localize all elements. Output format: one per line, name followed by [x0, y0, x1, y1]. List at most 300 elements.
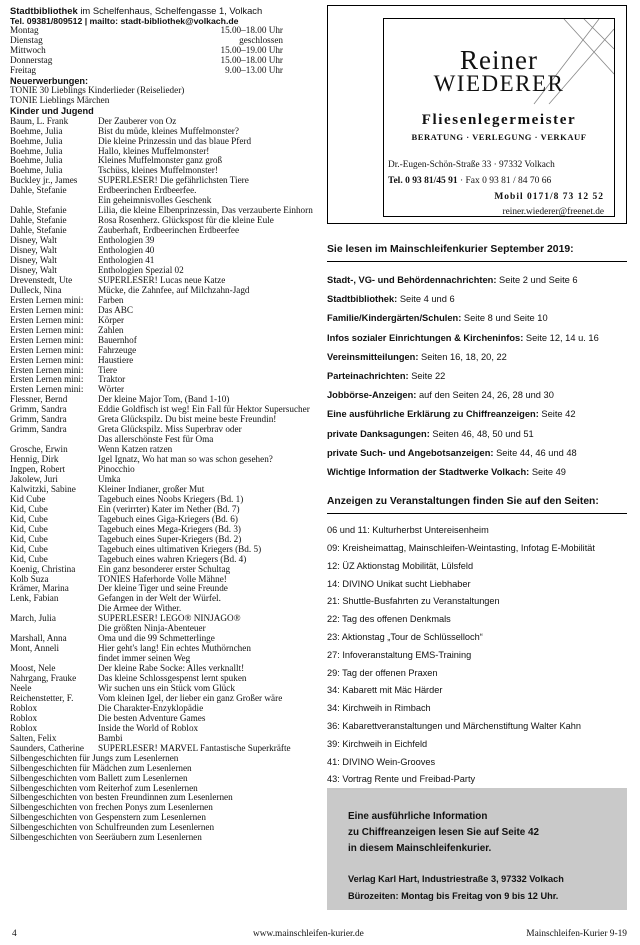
book-author: Ersten Lernen mini: — [10, 305, 84, 315]
book-author — [10, 435, 98, 445]
ad-services: BERATUNG · VERLEGUNG · VERKAUF — [411, 132, 587, 142]
contents-list — [327, 271, 627, 482]
event-row: 34: Kirchweih in Rimbach — [327, 703, 431, 714]
book-line: Silbengeschichten für Jungs zum Lesenlernen — [10, 752, 179, 763]
book-line: Silbengeschichten für Mädchen zum Lesenlernen — [10, 762, 192, 773]
contents-pages: Seiten 16, 18, 20, 22 — [418, 351, 507, 362]
book-row — [10, 385, 315, 395]
book-title: Ein (verirrter) Kater im Nether (Bd. 7) — [98, 504, 240, 514]
book-author: Kid, Cube — [10, 504, 48, 514]
book-title: Tagebuch eines Giga-Kriegers (Bd. 6) — [98, 514, 238, 524]
book-title: Tschüss, kleines Muffelmonster! — [98, 166, 218, 176]
hours-time: 15.00–19.00 Uhr — [220, 44, 283, 55]
book-row — [10, 525, 315, 535]
book-title: Traktor — [98, 375, 126, 385]
book-row — [10, 306, 315, 316]
book-title: Das ABC — [98, 305, 133, 315]
contents-label: Stadt-, VG- und Behördennachrichten: — [327, 275, 497, 285]
book-author: Boehme, Julia — [10, 136, 63, 146]
book-row — [10, 276, 315, 286]
book-line: Silbengeschichten von Gespenstern zum Lesenlernen — [10, 812, 206, 823]
hours-day: Montag — [10, 25, 39, 35]
book-author: Saunders, Catherine — [10, 743, 84, 753]
book-title: Umka — [98, 474, 121, 484]
event-row: 41: DIVINO Wein-Grooves — [327, 756, 436, 767]
book-row — [10, 704, 315, 714]
book-row — [10, 435, 315, 445]
book-author: Disney, Walt — [10, 246, 57, 256]
book-author: Boehme, Julia — [10, 126, 63, 136]
contents-heading: Sie lesen im Mainschleifenkurier September 2019: — [327, 244, 627, 262]
book-row — [10, 594, 315, 604]
ad-profession: Fliesenlegermeister — [421, 112, 577, 128]
book-row — [10, 584, 315, 594]
book-author: Ersten Lernen mini: — [10, 385, 84, 395]
book-title: Der kleine Major Tom, (Band 1-10) — [98, 395, 230, 405]
event-row: 06 und 11: Kulturherbst Untereisenheim — [327, 525, 489, 536]
event-row: 27: Infoveranstaltung EMS-Training — [327, 649, 472, 660]
library-contact[interactable]: Tel. 09381/809512 | mailto: stadt-bibliothek@volkach.de — [10, 16, 239, 26]
book-title: Bist du müde, kleines Muffelmonster? — [98, 126, 239, 136]
book-author: Kalwitzki, Sabine — [10, 484, 76, 494]
book-row — [10, 166, 315, 176]
events-list — [327, 522, 627, 807]
book-title: Pinocchio — [98, 465, 135, 475]
hours-day: Dienstag — [10, 34, 43, 45]
hours-row — [10, 66, 283, 76]
book-row — [10, 366, 315, 376]
book-author: Ersten Lernen mini: — [10, 315, 84, 325]
book-row — [10, 346, 315, 356]
book-row — [10, 634, 315, 644]
book-row — [10, 624, 315, 634]
book-author: Nahrgang, Frauke — [10, 674, 77, 684]
book-author: Ersten Lernen mini: — [10, 355, 84, 365]
contents-row — [327, 348, 627, 367]
event-row: 43: Vortrag Rente und Freibad-Party — [327, 774, 476, 785]
book-row — [10, 445, 315, 455]
book-row — [10, 495, 315, 505]
contents-label: Jobbörse-Anzeigen: — [327, 390, 417, 401]
book-title: Erdbeerinchen Erdbeerfee. — [98, 186, 197, 196]
book-title: Die größten Ninja-Abenteuer — [98, 624, 206, 634]
library-address: im Schelfenhaus, Schelfengasse 1, Volkach — [80, 5, 263, 16]
book-author: Boehme, Julia — [10, 146, 63, 156]
book-title: Ein geheimnisvolles Geschenk — [98, 196, 212, 206]
book-author: Baum, L. Frank — [10, 116, 69, 126]
book-title: Igel Ignatz, Wo hat man so was schon gesehen? — [98, 455, 273, 465]
book-title: Zauberhaft, Erdbeerinchen Erdbeerfee — [98, 226, 240, 236]
ad-fax: · Fax 0 93 81 / 84 70 66 — [459, 176, 552, 186]
book-title: findet immer seinen Weg — [98, 654, 191, 664]
book-author: Disney, Walt — [10, 265, 57, 275]
book-row — [10, 206, 315, 216]
book-row — [10, 156, 315, 166]
book-title: Ein ganz besonderer erster Schultag — [98, 564, 231, 574]
contents-label: Familie/Kindergärten/Schulen: — [327, 313, 462, 324]
book-row — [10, 216, 315, 226]
book-title: SUPERLESER! LEGO® NINJAGO® — [98, 614, 241, 624]
book-title: Körper — [98, 315, 125, 325]
publisher-line: Verlag Karl Hart, Industriestraße 3, 97332 Volkach — [348, 874, 564, 884]
book-author — [10, 624, 98, 634]
book-title: Die besten Adventure Games — [98, 713, 206, 723]
book-row — [10, 336, 315, 346]
hours-time: 9.00–13.00 Uhr — [225, 64, 283, 75]
book-row — [10, 326, 315, 336]
book-author: Disney, Walt — [10, 236, 57, 246]
contents-row — [327, 463, 627, 482]
book-title: Haustiere — [98, 355, 134, 365]
contents-label: private Such- und Angebotsanzeigen: — [327, 447, 494, 458]
book-author — [10, 196, 98, 206]
book-author: Dahle, Stefanie — [10, 216, 67, 226]
book-title: Der Zauberer von Oz — [98, 116, 177, 126]
ad-phone — [388, 176, 551, 186]
library-header — [10, 5, 315, 16]
hours-day: Mittwoch — [10, 44, 46, 55]
book-author: Kid, Cube — [10, 554, 48, 564]
book-author: Kolb Suza — [10, 574, 49, 584]
contents-label: Infos sozialer Einrichtungen & Kircheninfos: — [327, 332, 524, 343]
new-item: TONIE Lieblings Märchen — [10, 95, 110, 106]
book-line: Silbengeschichten vom Ballett zum Lesenlernen — [10, 772, 188, 783]
book-author: Disney, Walt — [10, 256, 57, 266]
contents-row — [327, 367, 627, 386]
library-column — [10, 5, 315, 843]
book-author: Dahle, Stefanie — [10, 226, 67, 236]
book-row — [10, 226, 315, 236]
book-line: Silbengeschichten von Seeräubern zum Lesenlernen — [10, 832, 202, 843]
book-title: Das allerschönste Fest für Oma — [98, 435, 214, 445]
book-title: Bambi — [98, 733, 123, 743]
book-row — [10, 127, 315, 137]
event-row: 39: Kirchweih in Eichfeld — [327, 738, 428, 749]
book-author: Grimm, Sandra — [10, 405, 67, 415]
book-author: Grosche, Erwin — [10, 445, 68, 455]
book-row — [10, 296, 315, 306]
book-title: Tiere — [98, 365, 118, 375]
book-title: Die Charakter-Enzyklopädie — [98, 703, 204, 713]
contents-pages: Seite 22 — [408, 371, 446, 382]
book-row — [10, 186, 315, 196]
book-line: Silbengeschichten von Schulfreunden zum Lesenlernen — [10, 822, 215, 833]
book-author: Drevenstedt, Ute — [10, 275, 73, 285]
contents-pages: Seite 8 und Seite 10 — [461, 313, 548, 324]
event-row: 29: Tag der offenen Praxen — [327, 667, 438, 678]
kids-heading: Kinder und Jugend — [10, 106, 94, 117]
book-row — [10, 415, 315, 425]
library-name: Stadtbibliothek — [10, 5, 78, 16]
book-title: SUPERLESER! Die gefährlichsten Tiere — [98, 176, 249, 186]
contents-row — [327, 290, 627, 309]
book-row — [10, 375, 315, 385]
book-author: Moost, Nele — [10, 664, 56, 674]
book-author: Lenk, Fabian — [10, 594, 59, 604]
contents-row — [327, 329, 627, 348]
book-title: Tagebuch eines wahren Kriegers (Bd. 4) — [98, 554, 247, 564]
book-author: Krämer, Marina — [10, 584, 69, 594]
book-row — [10, 535, 315, 545]
ad-email[interactable]: reiner.wiederer@freenet.de — [502, 207, 604, 217]
office-hours-line: Bürozeiten: Montag bis Freitag von 9 bis 12 Uhr. — [348, 891, 559, 901]
book-author: Ingpen, Robert — [10, 465, 66, 475]
book-row — [10, 236, 315, 246]
book-author: Flessner, Bernd — [10, 395, 68, 405]
book-author: Kid Cube — [10, 494, 46, 504]
contents-pages: Seite 44, 46 und 48 — [493, 447, 577, 458]
book-row — [10, 714, 315, 724]
book-row — [10, 316, 315, 326]
book-title: Vom kleinen Igel, der lieber ein ganz Großer wäre — [98, 693, 283, 703]
book-author: Koenig, Christina — [10, 564, 76, 574]
event-row: 09: Kreisheimattag, Mainschleifen-Weintasting, Infotag E-Mobilität — [327, 543, 595, 554]
contents-pages: Seite 42 — [538, 409, 576, 420]
hours-time: 15.00–18.00 Uhr — [220, 25, 283, 35]
contents-label: Wichtige Information der Stadtwerke Volkach: — [327, 467, 530, 478]
book-author — [10, 604, 98, 614]
notice-text — [348, 809, 539, 857]
book-author: Roblox — [10, 713, 38, 723]
book-title: Enthologien 41 — [98, 256, 155, 266]
book-row — [10, 604, 315, 614]
book-author: Boehme, Julia — [10, 156, 63, 166]
book-title: Enthologien Spezial 02 — [98, 265, 184, 275]
book-author: Grimm, Sandra — [10, 425, 67, 435]
book-author: Reichenstetter, F. — [10, 693, 74, 703]
book-row — [10, 465, 315, 475]
book-row — [10, 674, 315, 684]
book-row — [10, 644, 315, 654]
book-title: Eddie Goldfisch ist weg! Ein Fall für Hektor Supersucher — [98, 405, 310, 415]
book-row — [10, 505, 315, 515]
ad-tel-label: Tel. — [388, 176, 403, 186]
book-title: Kleiner Indianer, großer Mut — [98, 484, 205, 494]
book-author: Ersten Lernen mini: — [10, 295, 84, 305]
new-items-list — [10, 86, 315, 106]
book-author: Mont, Anneli — [10, 644, 60, 654]
book-row — [10, 475, 315, 485]
contents-label: Vereinsmitteilungen: — [327, 351, 419, 362]
book-title: Das kleine Schlossgespenst lernt spuken — [98, 674, 247, 684]
book-row — [10, 425, 315, 435]
contents-label: private Danksagungen: — [327, 428, 430, 439]
contents-row — [327, 425, 627, 444]
book-row — [10, 694, 315, 704]
book-author: Ersten Lernen mini: — [10, 325, 84, 335]
event-row: 21: Shuttle-Busfahrten zu Veranstaltungen — [327, 596, 500, 607]
opening-hours — [10, 26, 315, 76]
book-row — [10, 196, 315, 206]
event-row: 14: DIVINO Unikat sucht Liebhaber — [327, 578, 471, 589]
book-title: Hallo, kleines Muffelmonster! — [98, 146, 210, 156]
book-row — [10, 565, 315, 575]
book-title: Mücke, die Zahnfee, auf Milchzahn-Jagd — [98, 285, 250, 295]
book-title: Wenn Katzen ratzen — [98, 445, 173, 455]
book-author: Ersten Lernen mini: — [10, 335, 84, 345]
footer-issue: Mainschleifen-Kurier 9-19 — [526, 929, 627, 939]
book-title: Die Armee der Wither. — [98, 604, 182, 614]
contents-pages: Seiten 46, 48, 50 und 51 — [429, 428, 534, 439]
page-number: 4 — [12, 929, 17, 939]
book-title: Enthologien 39 — [98, 236, 155, 246]
book-row — [10, 266, 315, 276]
hours-day: Donnerstag — [10, 54, 53, 65]
book-row — [10, 147, 315, 157]
book-title: Inside the World of Roblox — [98, 723, 199, 733]
book-title: Zahlen — [98, 325, 124, 335]
book-line: Silbengeschichten vom Reiterhof zum Lesenlernen — [10, 782, 198, 793]
book-row — [10, 654, 315, 664]
contents-pages: Seite 4 und 6 — [397, 294, 455, 305]
book-title: Gefangen in der Welt der Würfel. — [98, 594, 221, 604]
book-author: Kid, Cube — [10, 514, 48, 524]
book-title: Greta Glückspilz. Du bist meine beste Freundin! — [98, 415, 277, 425]
book-title: Wir suchen uns ein Stück vom Glück — [98, 684, 235, 693]
hours-day: Freitag — [10, 64, 37, 75]
book-row — [10, 664, 315, 674]
book-title: Tagebuch eines Noobs Kriegers (Bd. 1) — [98, 494, 244, 504]
book-author: Boehme, Julia — [10, 166, 63, 176]
book-author: Kid, Cube — [10, 544, 48, 554]
book-author — [10, 654, 98, 664]
contents-row — [327, 405, 627, 424]
notice-line: zu Chiffreanzeigen lesen Sie auf Seite 42 — [348, 827, 539, 838]
contents-pages: Seite 49 — [529, 467, 566, 478]
advertisement-card — [383, 18, 615, 217]
book-title: Der kleine Tiger und seine Freunde — [98, 584, 228, 594]
hours-time: geschlossen — [239, 34, 283, 45]
contents-row — [327, 309, 627, 328]
book-row — [10, 286, 315, 296]
event-row: 12: ÜZ Aktionstag Mobilität, Lülsfeld — [327, 560, 474, 571]
contents-row — [327, 386, 627, 405]
book-line: Silbengeschichten von frechen Ponys zum Lesenlernen — [10, 802, 213, 813]
contents-label: Eine ausführliche Erklärung zu Chiffreanzeigen: — [327, 409, 539, 420]
new-acquisitions-heading: Neuerwerbungen: — [10, 75, 89, 86]
ad-mobile: Mobil 0171/8 73 12 52 — [494, 192, 604, 202]
book-author: Ersten Lernen mini: — [10, 365, 84, 375]
book-author: Marshall, Anna — [10, 634, 67, 644]
contents-row — [327, 444, 627, 463]
book-title: SUPERLESER! Lucas neue Katze — [98, 275, 226, 285]
book-author: Neele — [10, 684, 32, 693]
book-author: Roblox — [10, 703, 38, 713]
contents-row — [327, 271, 627, 290]
book-row — [10, 734, 315, 744]
book-row — [10, 137, 315, 147]
book-title: Greta Glückspilz. Miss Superbrav oder — [98, 425, 242, 435]
book-row — [10, 405, 315, 415]
hours-time: 15.00–18.00 Uhr — [220, 54, 283, 65]
book-title: Farben — [98, 295, 124, 305]
ad-first-name: Reiner — [460, 45, 538, 75]
event-row: 22: Tag des offenen Denkmals — [327, 614, 451, 625]
book-author: Dahle, Stefanie — [10, 186, 67, 196]
book-title: Rosa Rosenherz. Glückspost für die kleine Eule — [98, 216, 274, 226]
book-row — [10, 246, 315, 256]
contents-pages: Seite 12, 14 u. 16 — [523, 332, 599, 343]
book-row — [10, 684, 315, 694]
book-author: Dulleck, Nina — [10, 285, 62, 295]
ad-last-name: WIEDERER — [433, 71, 565, 96]
book-author: Grimm, Sandra — [10, 415, 67, 425]
book-author: Jakolew, Juri — [10, 474, 58, 484]
contents-pages: auf den Seiten 24, 26, 28 und 30 — [416, 390, 554, 401]
book-title: SUPERLESER! MARVEL Fantastische Superkräfte — [98, 743, 291, 753]
book-row — [10, 455, 315, 465]
book-row — [10, 395, 315, 405]
extra-book-list — [10, 754, 315, 844]
book-title: Kleines Muffelmonster ganz groß — [98, 156, 223, 166]
book-title: Tagebuch eines Mega-Kriegers (Bd. 3) — [98, 524, 241, 534]
book-title: Oma und die 99 Schmetterlinge — [98, 634, 215, 644]
book-row — [10, 485, 315, 495]
book-row — [10, 356, 315, 366]
event-row: 36: Kabarettveranstaltungen und Märchenstiftung Walter Kahn — [327, 721, 582, 731]
book-title: Wörter — [98, 385, 125, 395]
book-line: Silbengeschichten von besten Freundinnen zum Lesenlernen — [10, 792, 233, 803]
book-list — [10, 117, 315, 754]
ad-address: Dr.-Eugen-Schön-Straße 33 · 97332 Volkach — [388, 160, 555, 170]
book-title: Bauernhof — [98, 335, 137, 345]
book-row — [10, 176, 315, 186]
book-row — [10, 256, 315, 266]
book-author: Kid, Cube — [10, 534, 48, 544]
book-title: Der kleine Rabe Socke: Alles verknallt! — [98, 664, 245, 674]
book-row — [10, 117, 315, 127]
advertisement-box — [327, 5, 627, 224]
book-author: Roblox — [10, 723, 38, 733]
book-title: Fahrzeuge — [98, 345, 137, 355]
book-author: Kid, Cube — [10, 524, 48, 534]
book-title: Tagebuch eines Super-Kriegers (Bd. 2) — [98, 534, 242, 544]
contents-label: Parteinachrichten: — [327, 371, 409, 382]
book-author: Hennig, Dirk — [10, 455, 59, 465]
book-author: Ersten Lernen mini: — [10, 345, 84, 355]
event-row: 34: Kabarett mit Mäc Härder — [327, 685, 443, 696]
book-row — [10, 724, 315, 734]
events-heading: Anzeigen zu Veranstaltungen finden Sie auf den Seiten: — [327, 496, 627, 514]
book-author: Buckley jr., James — [10, 176, 78, 186]
book-row — [10, 575, 315, 585]
new-item: TONIE 30 Lieblings Kinderlieder (Reiselieder) — [10, 85, 185, 96]
contents-label: Stadtbibliothek: — [327, 294, 398, 305]
ad-tel-number: 0 93 81/45 91 — [405, 176, 458, 186]
event-row: 23: Aktionstag „Tour de Schlüsselloch“ — [327, 632, 483, 643]
book-title: TONIES Haferhorde Volle Mähne! — [98, 574, 227, 584]
book-row — [10, 545, 315, 555]
contents-column — [327, 244, 627, 807]
book-author: Dahle, Stefanie — [10, 206, 67, 216]
book-author: Ersten Lernen mini: — [10, 375, 84, 385]
contents-pages: Seite 2 und Seite 6 — [496, 275, 578, 285]
book-row — [10, 555, 315, 565]
book-author: Salten, Felix — [10, 733, 57, 743]
book-title: Hier geht's lang! Ein echtes Muthörnchen — [98, 644, 251, 654]
book-title: Enthologien 40 — [98, 246, 155, 256]
book-title: Lilia, die kleine Elbenprinzessin, Das verzauberte Einhorn — [98, 206, 313, 216]
book-row — [10, 614, 315, 624]
book-title: Tagebuch eines ultimativen Kriegers (Bd. 5) — [98, 544, 262, 554]
book-author: March, Julia — [10, 614, 56, 624]
notice-line: in diesem Mainschleifenkurier. — [348, 843, 492, 854]
notice-line: Eine ausführliche Information — [348, 811, 488, 822]
book-title: Die kleine Prinzessin und das blaue Pferd — [98, 136, 252, 146]
footer-url[interactable]: www.mainschleifen-kurier.de — [253, 929, 364, 939]
book-row — [10, 515, 315, 525]
chiffre-notice-box — [327, 788, 627, 910]
